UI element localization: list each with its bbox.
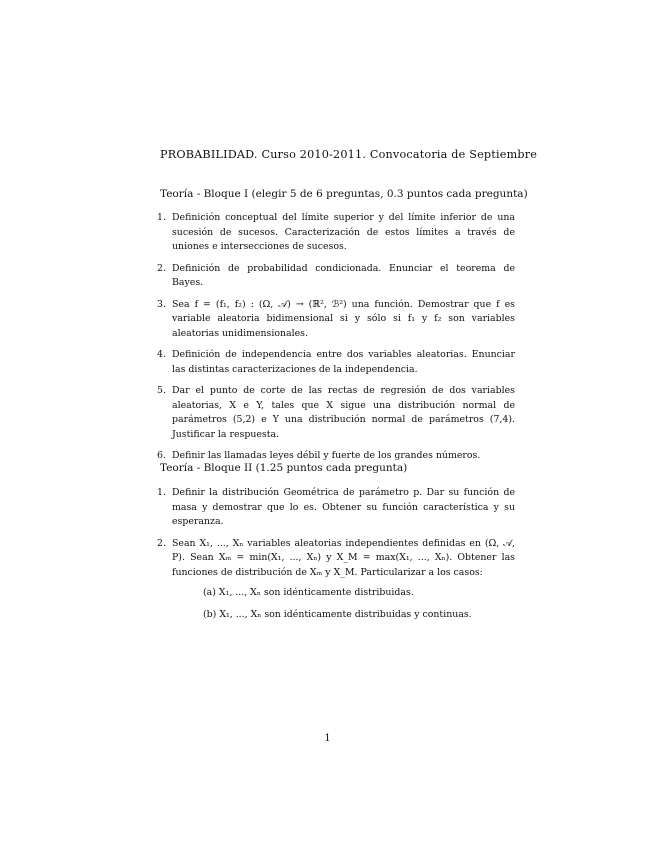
- list-item: [157, 537, 515, 623]
- list-item: [157, 298, 515, 342]
- subcase-label: (a): [203, 587, 216, 599]
- block-2-question-list: [157, 486, 515, 629]
- question-text: Dar el punto de corte de las rectas de regresión de dos variables aleatorias, X e Y, tales que X sigue una distribución normal de parámetros (5,2) e Y una distribución normal de parámetros (7,4). Justificar la respuesta.: [172, 385, 515, 440]
- list-item: [157, 262, 515, 291]
- question-text: Definir las llamadas leyes débil y fuerte de los grandes números.: [172, 450, 481, 462]
- block-1-question-list: [157, 211, 515, 471]
- page-number: 1: [324, 733, 331, 744]
- question-number: 1.: [157, 487, 166, 498]
- question-number: 2.: [157, 262, 166, 274]
- subcase-text: X₁, ..., Xₙ son idénticamente distribuidas y continuas.: [219, 608, 472, 620]
- question-text: Definición de probabilidad condicionada. Enunciar el teorema de Bayes.: [172, 262, 515, 289]
- question-number: 6.: [157, 450, 166, 462]
- block-1-heading: Teoría - Bloque I (elegir 5 de 6 preguntas, 0.3 puntos cada pregunta): [160, 188, 528, 200]
- block-2-heading: Teoría - Bloque II (1.25 puntos cada pregunta): [160, 462, 408, 474]
- list-item: [157, 486, 515, 530]
- page-title: PROBABILIDAD. Curso 2010-2011. Convocatoria de Septiembre: [160, 148, 538, 161]
- question-text: Definición de independencia entre dos variables aleatorias. Enunciar las distintas caracterizaciones de la independencia.: [172, 349, 515, 375]
- subcase-text: X₁, ..., Xₙ son idénticamente distribuidas.: [218, 587, 414, 599]
- question-number: 2.: [157, 537, 166, 549]
- list-item: [157, 384, 515, 442]
- question-text: Sean X₁, ..., Xₙ variables aleatorias independientes definidas en (Ω, 𝒜, P). Sean Xₘ = min(X₁, ..., Xₙ) y X_M = max(X₁, ..., Xₙ). Obtener las funciones de distribución de Xₘ y X_M. Particularizar a los casos:: [172, 537, 515, 578]
- subcase-item: [188, 586, 515, 601]
- question-number: 1.: [157, 212, 166, 223]
- list-item: [157, 211, 515, 255]
- subcase-label: (b): [203, 608, 217, 620]
- question-text: Sea f = (f₁, f₂) : (Ω, 𝒜) → (ℝ², ℬ²) una función. Demostrar que f es variable aleatoria bidimensional si y sólo si f₁ y f₂ son variables aleatorias unidimensionales.: [172, 298, 515, 339]
- subcase-list: [172, 586, 515, 622]
- question-text: Definición conceptual del límite superior y del límite inferior de una sucesión de sucesos. Caracterización de estos límites a través de uniones e intersecciones de sucesos.: [172, 212, 515, 253]
- subcase-item: [188, 608, 515, 623]
- question-text: Definir la distribución Geométrica de parámetro p. Dar su función de masa y demostrar que lo es. Obtener su función característica y su esperanza.: [172, 487, 515, 528]
- list-item: [157, 348, 515, 377]
- question-number: 5.: [157, 385, 166, 397]
- question-number: 3.: [157, 298, 166, 310]
- question-number: 4.: [157, 349, 166, 361]
